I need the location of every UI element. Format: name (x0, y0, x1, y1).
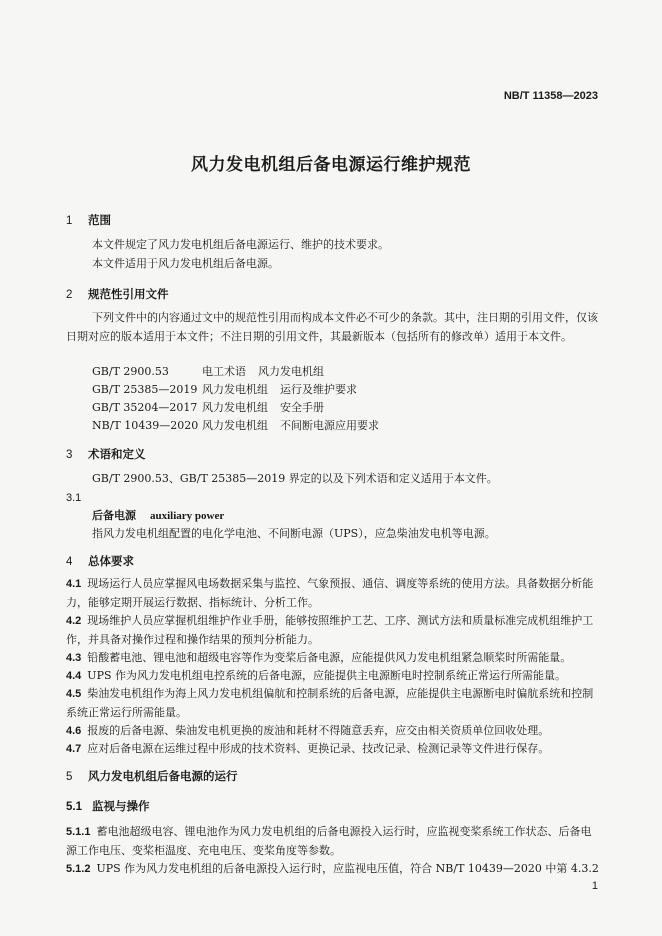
clause-number: 4.3 (66, 652, 82, 664)
reference-name: 风力发电机组 (258, 365, 324, 378)
section-number: 5 (66, 771, 73, 783)
clause (66, 667, 602, 686)
reference-code: NB/T 10439—2020 (92, 419, 199, 432)
reference-item (92, 381, 357, 399)
section-2-intro: 下列文件中的内容通过文中的规范性引用而构成本文件必不可少的条款。其中，注日期的引用文件，仅该日期对应的版本适用于本文件；不注日期的引用文件，其最新版本（包括所有的修改单）适用于本文件。 (66, 311, 598, 343)
section-3-heading (66, 446, 146, 462)
reference-code: GB/T 25385—2019 (92, 383, 198, 396)
clause-text: 铅酸蓄电池、锂电池和超级电容等作为变桨后备电源，应能提供风力发电机组紧急顺桨时所需能量。 (87, 651, 572, 664)
clause-text: 柴油发电机组作为海上风力发电机组偏航和控制系统的后备电源，应能提供主电源断电时偏航系统和控制系统正常运行所需能量。 (66, 687, 594, 719)
term-chinese: 后备电源 (92, 509, 136, 522)
clause (66, 860, 599, 878)
reference-name: 运行及维护要求 (280, 383, 357, 396)
clause-text: 蓄电池超级电容、锂电池作为风力发电机组的后备电源投入运行时，应监视变桨系统工作状态、后备电源工作电压、变桨柜温度、充电电压、变桨角度等参数。 (66, 825, 592, 857)
clause-text: 应对后备电源在运维过程中形成的技术资料、更换记录、技改记录、检测记录等文件进行保存。 (87, 742, 550, 755)
section-number: 2 (66, 289, 73, 301)
section-title: 术语和定义 (88, 447, 146, 461)
clause-number: 4.5 (66, 688, 82, 700)
term-entry (92, 507, 224, 525)
clause (66, 685, 602, 722)
clause (66, 575, 602, 612)
clause-number: 4.6 (66, 725, 82, 737)
document-title: 风力发电机组后备电源运行维护规范 (191, 155, 471, 175)
clause-text: UPS 作为风力发电机组电控系统的后备电源，应能提供主电源断电时控制系统正常运行所需能量。 (87, 669, 566, 682)
section-title: 规范性引用文件 (88, 287, 169, 301)
clause (66, 612, 602, 649)
clause (66, 740, 602, 759)
clause-text: UPS 作为风力发电机组的后备电源投入运行时，应监视电压值，符合 NB/T 10439—2020 中第 4.3.2 (96, 862, 599, 875)
reference-name: 风力发电机组 (202, 419, 268, 432)
clause-number: 4.2 (66, 615, 82, 627)
section-1-paragraph: 本文件规定了风力发电机组后备电源运行、维护的技术要求。 (92, 238, 389, 251)
section-1-heading (66, 212, 111, 228)
clause-text: 现场维护人员应掌握机组维护作业手册，能够按照维护工艺、工序、测试方法和质量标准完成机组维护工作，并具备对操作过程和操作结果的预判分析能力。 (66, 614, 594, 646)
reference-code: GB/T 35204—2017 (92, 401, 198, 414)
section-5-heading (66, 768, 238, 784)
section-number: 4 (66, 556, 73, 568)
clause-number: 4.7 (66, 743, 82, 755)
section-2-heading (66, 286, 169, 302)
reference-name: 风力发电机组 (202, 401, 268, 414)
subsection-number: 5.1 (66, 801, 82, 813)
clause-number: 4.4 (66, 670, 82, 682)
term-english: auxiliary power (150, 510, 225, 522)
reference-name: 不间断电源应用要求 (280, 419, 379, 432)
clause (66, 823, 602, 860)
term-definition: 指风力发电机组配置的电化学电池、不间断电源（UPS），应急柴油发电机等电源。 (92, 527, 496, 540)
section-3-intro: GB/T 2900.53、GB/T 25385—2019 界定的以及下列术语和定义适用于本文件。 (92, 472, 498, 485)
section-title: 范围 (88, 213, 111, 227)
clause-text: 报废的后备电源、柴油发电机更换的废油和耗材不得随意丢弃，应交由相关资质单位回收处理。 (87, 724, 550, 737)
subsection-5-1-heading (66, 798, 150, 814)
section-1-paragraph: 本文件适用于风力发电机组后备电源。 (92, 257, 279, 270)
section-title: 风力发电机组后备电源的运行 (88, 769, 238, 783)
reference-name: 电工术语 (202, 365, 246, 378)
section-number: 1 (66, 215, 73, 227)
subsection-title: 监视与操作 (92, 799, 150, 813)
clause-number: 5.1.1 (66, 826, 91, 838)
reference-item (92, 417, 379, 435)
clause-text: 现场运行人员应掌握风电场数据采集与监控、气象预报、通信、调度等系统的使用方法。具备数据分析能力，能够定期开展运行数据、指标统计、分析工作。 (66, 577, 594, 609)
section-number: 3 (66, 449, 73, 461)
reference-code: GB/T 2900.53 (92, 365, 169, 378)
clause-number: 4.1 (66, 578, 82, 590)
clause-number: 5.1.2 (66, 863, 91, 875)
reference-item (92, 363, 324, 381)
section-4-heading (66, 553, 134, 569)
reference-name: 安全手册 (280, 401, 324, 414)
page-number: 1 (591, 880, 598, 892)
section-title: 总体要求 (88, 554, 134, 568)
reference-name: 风力发电机组 (202, 383, 268, 396)
clause (66, 649, 602, 668)
standard-code: NB/T 11358—2023 (503, 90, 598, 102)
clause (66, 722, 602, 741)
term-number: 3.1 (66, 492, 82, 504)
reference-item (92, 399, 324, 417)
